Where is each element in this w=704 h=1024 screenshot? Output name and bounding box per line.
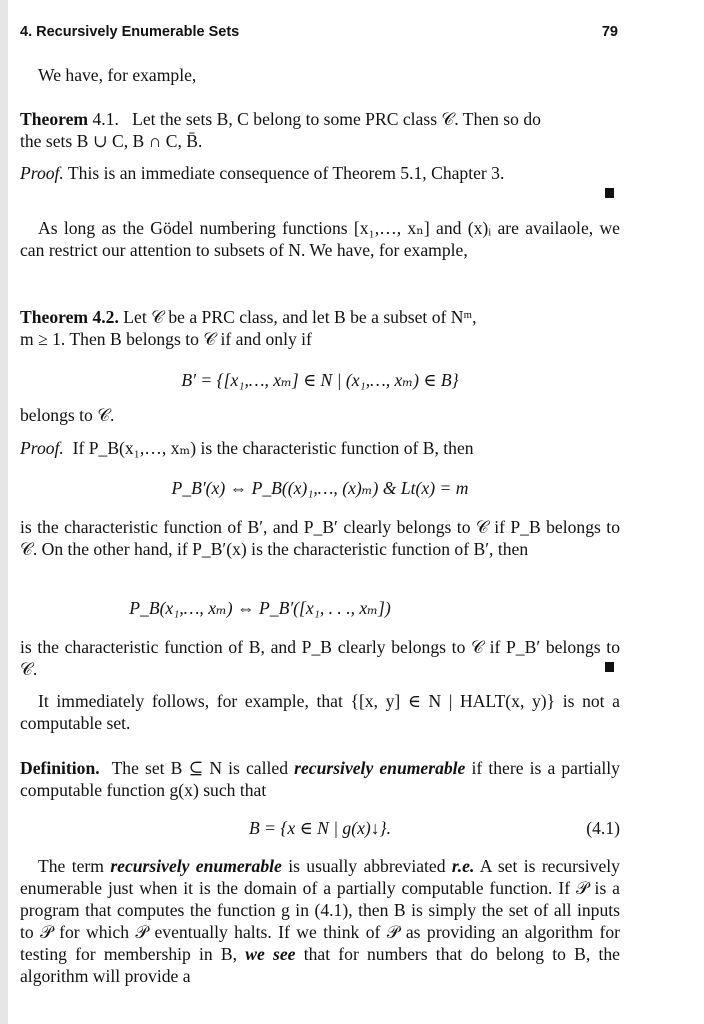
proof-text: This is an immediate consequence of Theorem 5.1, Chapter 3. <box>67 163 505 183</box>
belongs-text: belongs to 𝒞. <box>20 405 115 425</box>
term-text-4: that for numbers that do belong to B, the algorithm will provide a <box>20 944 620 986</box>
page-number: 79 <box>601 24 618 40</box>
proof-text: If P_B(x₁,…, xₘ) is the characteristic function of B, then <box>72 438 474 458</box>
proof-label: Proof. <box>20 438 64 458</box>
equation-pb: P_B(x₁,…, xₘ) ⇔ P_B′([x₁, . . ., xₘ]) <box>129 598 391 618</box>
term-text-2: is usually abbreviated <box>288 856 446 876</box>
qed-mark <box>605 188 614 198</box>
proof-label: Proof. <box>20 163 64 183</box>
qed-mark <box>605 662 614 672</box>
intro-text: We have, for example, <box>38 65 197 85</box>
term-emph-3: we see <box>245 944 296 964</box>
characteristic-paragraph-2: is the characteristic function of B, and P_B clearly belongs to 𝒞 if P_B′ belongs to 𝒞. <box>20 637 620 679</box>
godel-paragraph: As long as the Gödel numbering functions [x₁,…, xₙ] and (x)ᵢ are availaole, we can restrict our attention to subsets of N. We have, for example, <box>20 218 620 260</box>
term-emph-2: r.e. <box>451 856 475 876</box>
definition-text-pre: The set B ⊆ N is called <box>111 758 288 778</box>
proof-2 <box>20 437 620 459</box>
theorem-number: 4.1. <box>88 109 119 129</box>
theorem-4-1 <box>20 108 620 152</box>
theorem-4-2 <box>20 306 620 350</box>
term-text-3: A set is recursively enumerable just when it is the domain of a partially computable function. If 𝒫 is a program that computes the function g in (4.1), then B is simply the set of all inputs to 𝒫 for which 𝒫 eventually halts. If we think of 𝒫 as providing an algorithm for testing for membership in B, <box>20 856 620 964</box>
definition <box>20 757 620 801</box>
term-emph-1: recursively enumerable <box>110 856 282 876</box>
page-edge <box>0 0 8 1024</box>
halt-paragraph: It immediately follows, for example, that {[x, y] ∈ N | HALT(x, y)} is not a computable set. <box>20 691 620 733</box>
definition-text-post: if there is a partially computable function g(x) such that <box>20 758 620 800</box>
equation-b-prime: B′ = {[x₁,…, xₘ] ∈ N | (x₁,…, xₘ) ∈ B} <box>181 370 459 390</box>
term-paragraph <box>20 855 620 987</box>
definition-term: recursively enumerable <box>294 758 466 778</box>
characteristic-paragraph: is the characteristic function of B′, and P_B′ clearly belongs to 𝒞 if P_B belongs to 𝒞. On the other hand, if P_B′(x) is the characteristic function of B′, then <box>20 517 620 559</box>
theorem-text-1: Let 𝒞 be a PRC class, and let B be a subset of Nᵐ, <box>123 307 477 327</box>
running-header <box>20 24 618 44</box>
equation-number: (4.1) <box>586 818 620 838</box>
theorem-label: Theorem <box>20 109 89 129</box>
section-title: 4. Recursively Enumerable Sets <box>20 24 240 40</box>
theorem-text-2: the sets B ∪ C, B ∩ C, B̄. <box>20 131 203 151</box>
definition-label: Definition. <box>20 758 100 778</box>
theorem-text-2: m ≥ 1. Then B belongs to 𝒞 if and only if <box>20 329 312 349</box>
equation-definition-row <box>20 817 620 839</box>
term-text-1: The term <box>38 856 104 876</box>
theorem-text-1: Let the sets B, C belong to some PRC class 𝒞. Then so do <box>132 109 541 129</box>
equation-definition: B = {x ∈ N | g(x)↓}. <box>248 818 391 838</box>
equation-pb-prime: P_B′(x) ⇔ P_B((x)₁,…, (x)ₘ) & Lt(x) = m <box>171 478 469 498</box>
proof-1 <box>20 162 620 184</box>
theorem-label: Theorem 4.2. <box>20 307 119 327</box>
